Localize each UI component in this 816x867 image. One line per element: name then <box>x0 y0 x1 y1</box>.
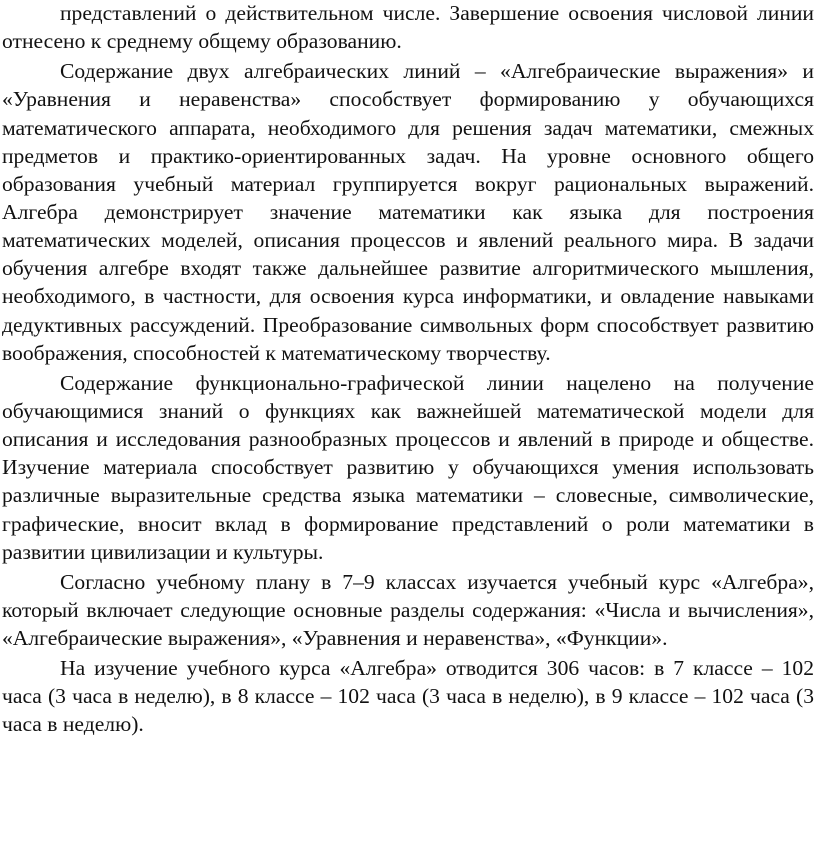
paragraph-hours-allocation: На изучение учебного курса «Алгебра» отводится 306 часов: в 7 классе – 102 часа (3 часа в неделю), в 8 классе – 102 часа (3 часа в неделю), в 9 классе – 102 часа (3 часа в неделю). <box>2 656 814 737</box>
paragraph-functional-graphic-line: Содержание функционально-графической линии нацелено на получение обучающимися знаний о функциях как важнейшей математической модели для описания и исследования разнообразных процессов и явлений в природе и обществе. Изучение материала способствует развитию у обучающихся умения использовать различные выразительные средства языка математики – словесные, символические, графические, вносит вклад в формирование представлений о роли математики в развитии цивилизации и культуры. <box>2 370 814 564</box>
paragraph-algebraic-lines: Содержание двух алгебраических линий – «Алгебраические выражения» и «Уравнения и неравенства» способствует формированию у обучающихся математического аппарата, необходимого для решения задач математики, смежных предметов и практико-ориентированных задач. На уровне основного общего образования учебный материал группируется вокруг рациональных выражений. Алгебра демонстрирует значение математики как языка для построения математических моделей, описания процессов и явлений реального мира. В задачи обучения алгебре входят также дальнейшее развитие алгоритмического мышления, необходимого, в частности, для освоения курса информатики, и овладение навыками дедуктивных рассуждений. Преобразование символьных форм способствует развитию воображения, способностей к математическому творчеству. <box>2 59 814 365</box>
paragraph-curriculum-sections: Согласно учебному плану в 7–9 классах изучается учебный курс «Алгебра», который включает следующие основные разделы содержания: «Числа и вычисления», «Алгебраические выражения», «Уравнения и неравенства», «Функции». <box>2 569 814 651</box>
paragraph-number-line-intro: представлений о действительном числе. Завершение освоения числовой линии отнесено к среднему общему образованию. <box>2 1 814 54</box>
document-page <box>2 0 814 739</box>
